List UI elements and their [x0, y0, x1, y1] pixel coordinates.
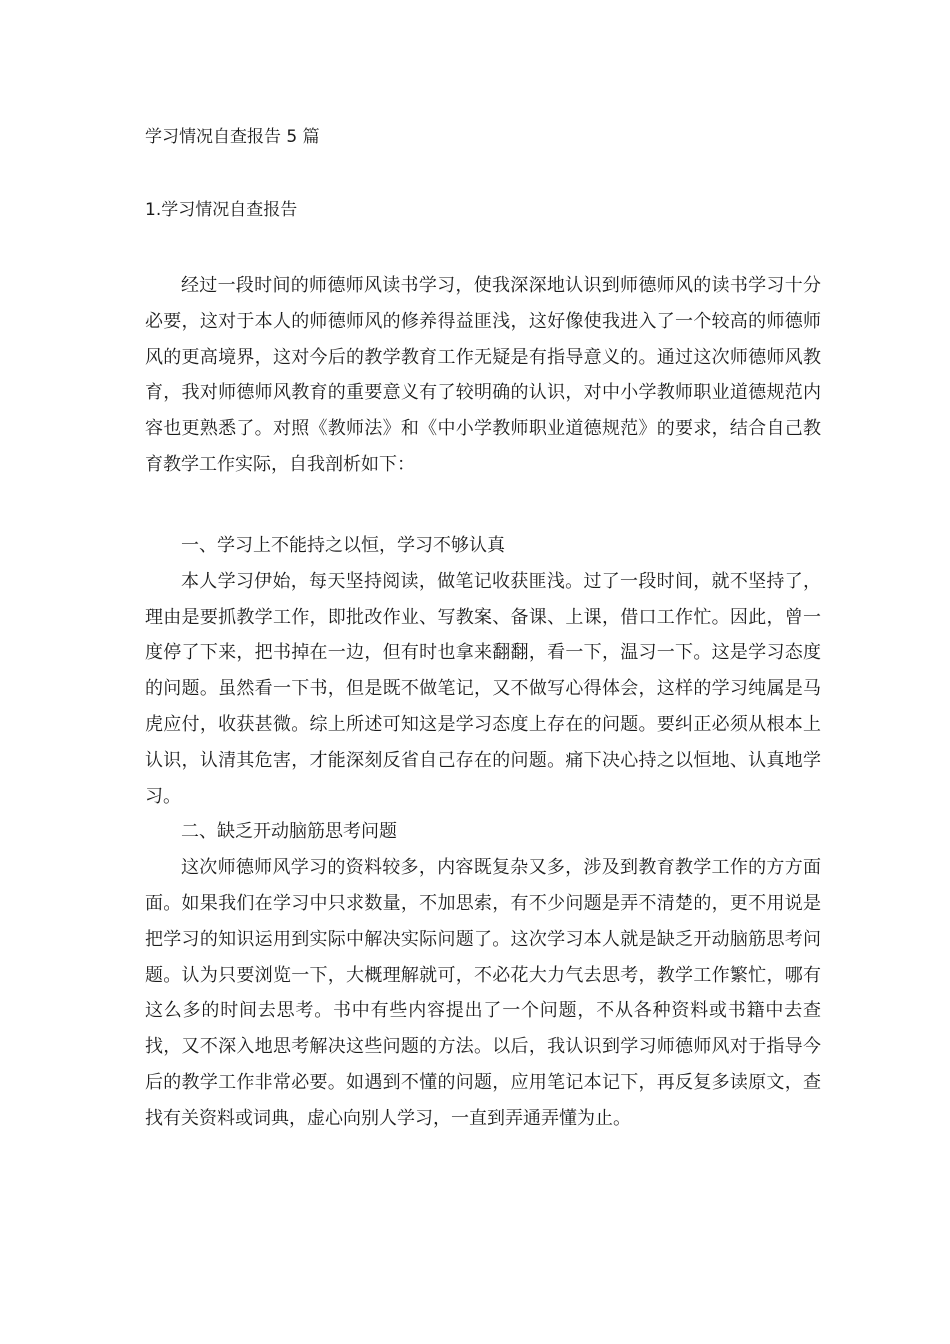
- paragraph-2: 这次师德师风学习的资料较多，内容既复杂又多，涉及到教育教学工作的方方面面。如果我们在学习中只求数量，不加思索，有不少问题是弄不清楚的，更不用说是把学习的知识运用到实际中解决实际问题了。这次学习本人就是缺乏开动脑筋思考问题。认为只要浏览一下，大概理解就可，不必花大力气去思考，教学工作繁忙，哪有这么多的时间去思考。书中有些内容提出了一个问题，不从各种资料或书籍中去查找，又不深入地思考解决这些问题的方法。以后，我认识到学习师德师风对于指导今后的教学工作非常必要。如遇到不懂的问题，应用笔记本记下，再反复多读原文，查找有关资料或词典，虚心向别人学习，一直到弄通弄懂为止。: [145, 857, 821, 1129]
- main-block: [145, 528, 821, 1137]
- heading-2: 二、缺乏开动脑筋思考问题: [181, 821, 397, 843]
- intro-block: [145, 268, 821, 483]
- heading-1: 一、学习上不能持之以恒，学习不够认真: [181, 535, 505, 556]
- intro-paragraph: 经过一段时间的师德师风读书学习，使我深深地认识到师德师风的读书学习十分必要，这对于本人的师德师风的修养得益匪浅，这好像使我进入了一个较高的师德师风的更高境界，这对今后的教学教育工作无疑是有指导意义的。通过这次师德师风教育，我对师德师风教育的重要意义有了较明确的认识，对中小学教师职业道德规范内容也更熟悉了。对照《教师法》和《中小学教师职业道德规范》的要求，结合自己教育教学工作实际，自我剖析如下：: [145, 275, 821, 475]
- document-title: 学习情况自查报告 5 篇: [145, 127, 320, 147]
- section-title: 1.学习情况自查报告: [145, 200, 298, 220]
- paragraph-1: 本人学习伊始，每天坚持阅读，做笔记收获匪浅。过了一段时间，就不坚持了，理由是要抓教学工作，即批改作业、写教案、备课、上课，借口工作忙。因此，曾一度停了下来，把书掉在一边，但有时也拿来翻翻，看一下，温习一下。这是学习态度的问题。虽然看一下书，但是既不做笔记，又不做写心得体会，这样的学习纯属是马虎应付，收获甚微。综上所述可知这是学习态度上存在的问题。要纠正必须从根本上认识，认清其危害，才能深刻反省自己存在的问题。痛下决心持之以恒地、认真地学习。: [145, 570, 821, 807]
